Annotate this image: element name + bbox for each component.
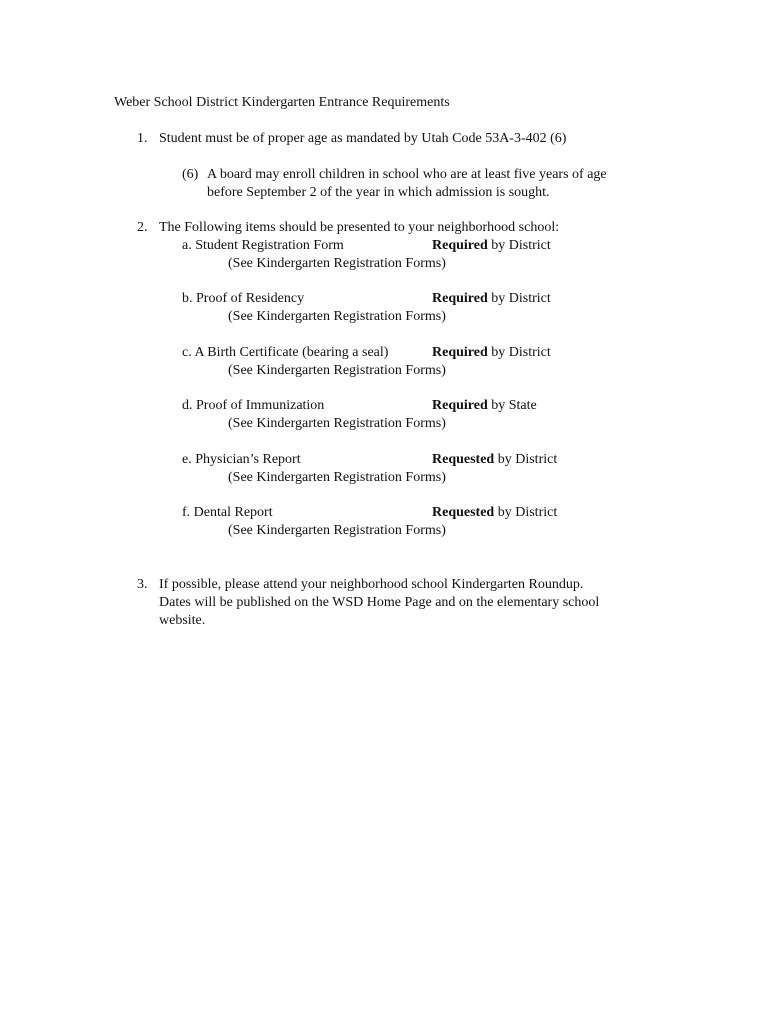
section-1-sub-line-1: A board may enroll children in school who are at least five years of age bbox=[207, 167, 607, 182]
requirement-status-by: by District bbox=[491, 345, 551, 360]
requirement-status-by: by District bbox=[497, 505, 558, 520]
requirement-label: a. Student Registration Form bbox=[182, 238, 344, 253]
section-1-text: Student must be of proper age as mandated by Utah Code 53A-3-402 (6) bbox=[159, 131, 567, 146]
requirement-note: (See Kindergarten Registration Forms) bbox=[228, 523, 446, 538]
requirement-label: d. Proof of Immunization bbox=[182, 398, 325, 413]
requirement-status bbox=[432, 344, 551, 362]
requirement-status bbox=[432, 237, 551, 255]
requirement-status-level: Required bbox=[432, 238, 488, 253]
requirement-status-by: by District bbox=[497, 452, 558, 467]
requirement-status-level: Requested bbox=[432, 505, 495, 520]
requirement-status-level: Required bbox=[432, 398, 488, 413]
section-3-line-1: If possible, please attend your neighborhood school Kindergarten Roundup. bbox=[159, 577, 584, 592]
requirement-status bbox=[432, 397, 537, 415]
section-1-number: 1. bbox=[137, 131, 148, 146]
requirement-status-by: by District bbox=[491, 238, 551, 253]
requirement-label: e. Physician’s Report bbox=[182, 452, 301, 467]
requirement-status bbox=[432, 451, 557, 469]
requirement-label: f. Dental Report bbox=[182, 505, 273, 520]
requirement-status-by: by District bbox=[491, 291, 551, 306]
section-3-line-2: Dates will be published on the WSD Home Page and on the elementary school bbox=[159, 595, 600, 610]
section-2-text: The Following items should be presented to your neighborhood school: bbox=[159, 220, 560, 235]
document-title: Weber School District Kindergarten Entrance Requirements bbox=[114, 95, 450, 110]
section-3-number: 3. bbox=[137, 577, 148, 592]
section-1-sub-number: (6) bbox=[182, 167, 199, 182]
requirement-status-level: Requested bbox=[432, 452, 495, 467]
section-3-line-3: website. bbox=[159, 613, 206, 628]
requirement-status-by: by State bbox=[491, 398, 537, 413]
requirement-note: (See Kindergarten Registration Forms) bbox=[228, 416, 446, 431]
requirement-note: (See Kindergarten Registration Forms) bbox=[228, 363, 446, 378]
requirement-status-level: Required bbox=[432, 291, 488, 306]
section-1-sub-line-2: before September 2 of the year in which admission is sought. bbox=[207, 185, 550, 200]
requirement-status bbox=[432, 504, 557, 522]
requirement-label: b. Proof of Residency bbox=[182, 291, 305, 306]
requirement-note: (See Kindergarten Registration Forms) bbox=[228, 309, 446, 324]
section-2-number: 2. bbox=[137, 220, 148, 235]
requirement-status-level: Required bbox=[432, 345, 488, 360]
requirement-status bbox=[432, 290, 551, 308]
requirement-note: (See Kindergarten Registration Forms) bbox=[228, 470, 446, 485]
requirement-label: c. A Birth Certificate (bearing a seal) bbox=[182, 345, 389, 360]
requirement-note: (See Kindergarten Registration Forms) bbox=[228, 256, 446, 271]
